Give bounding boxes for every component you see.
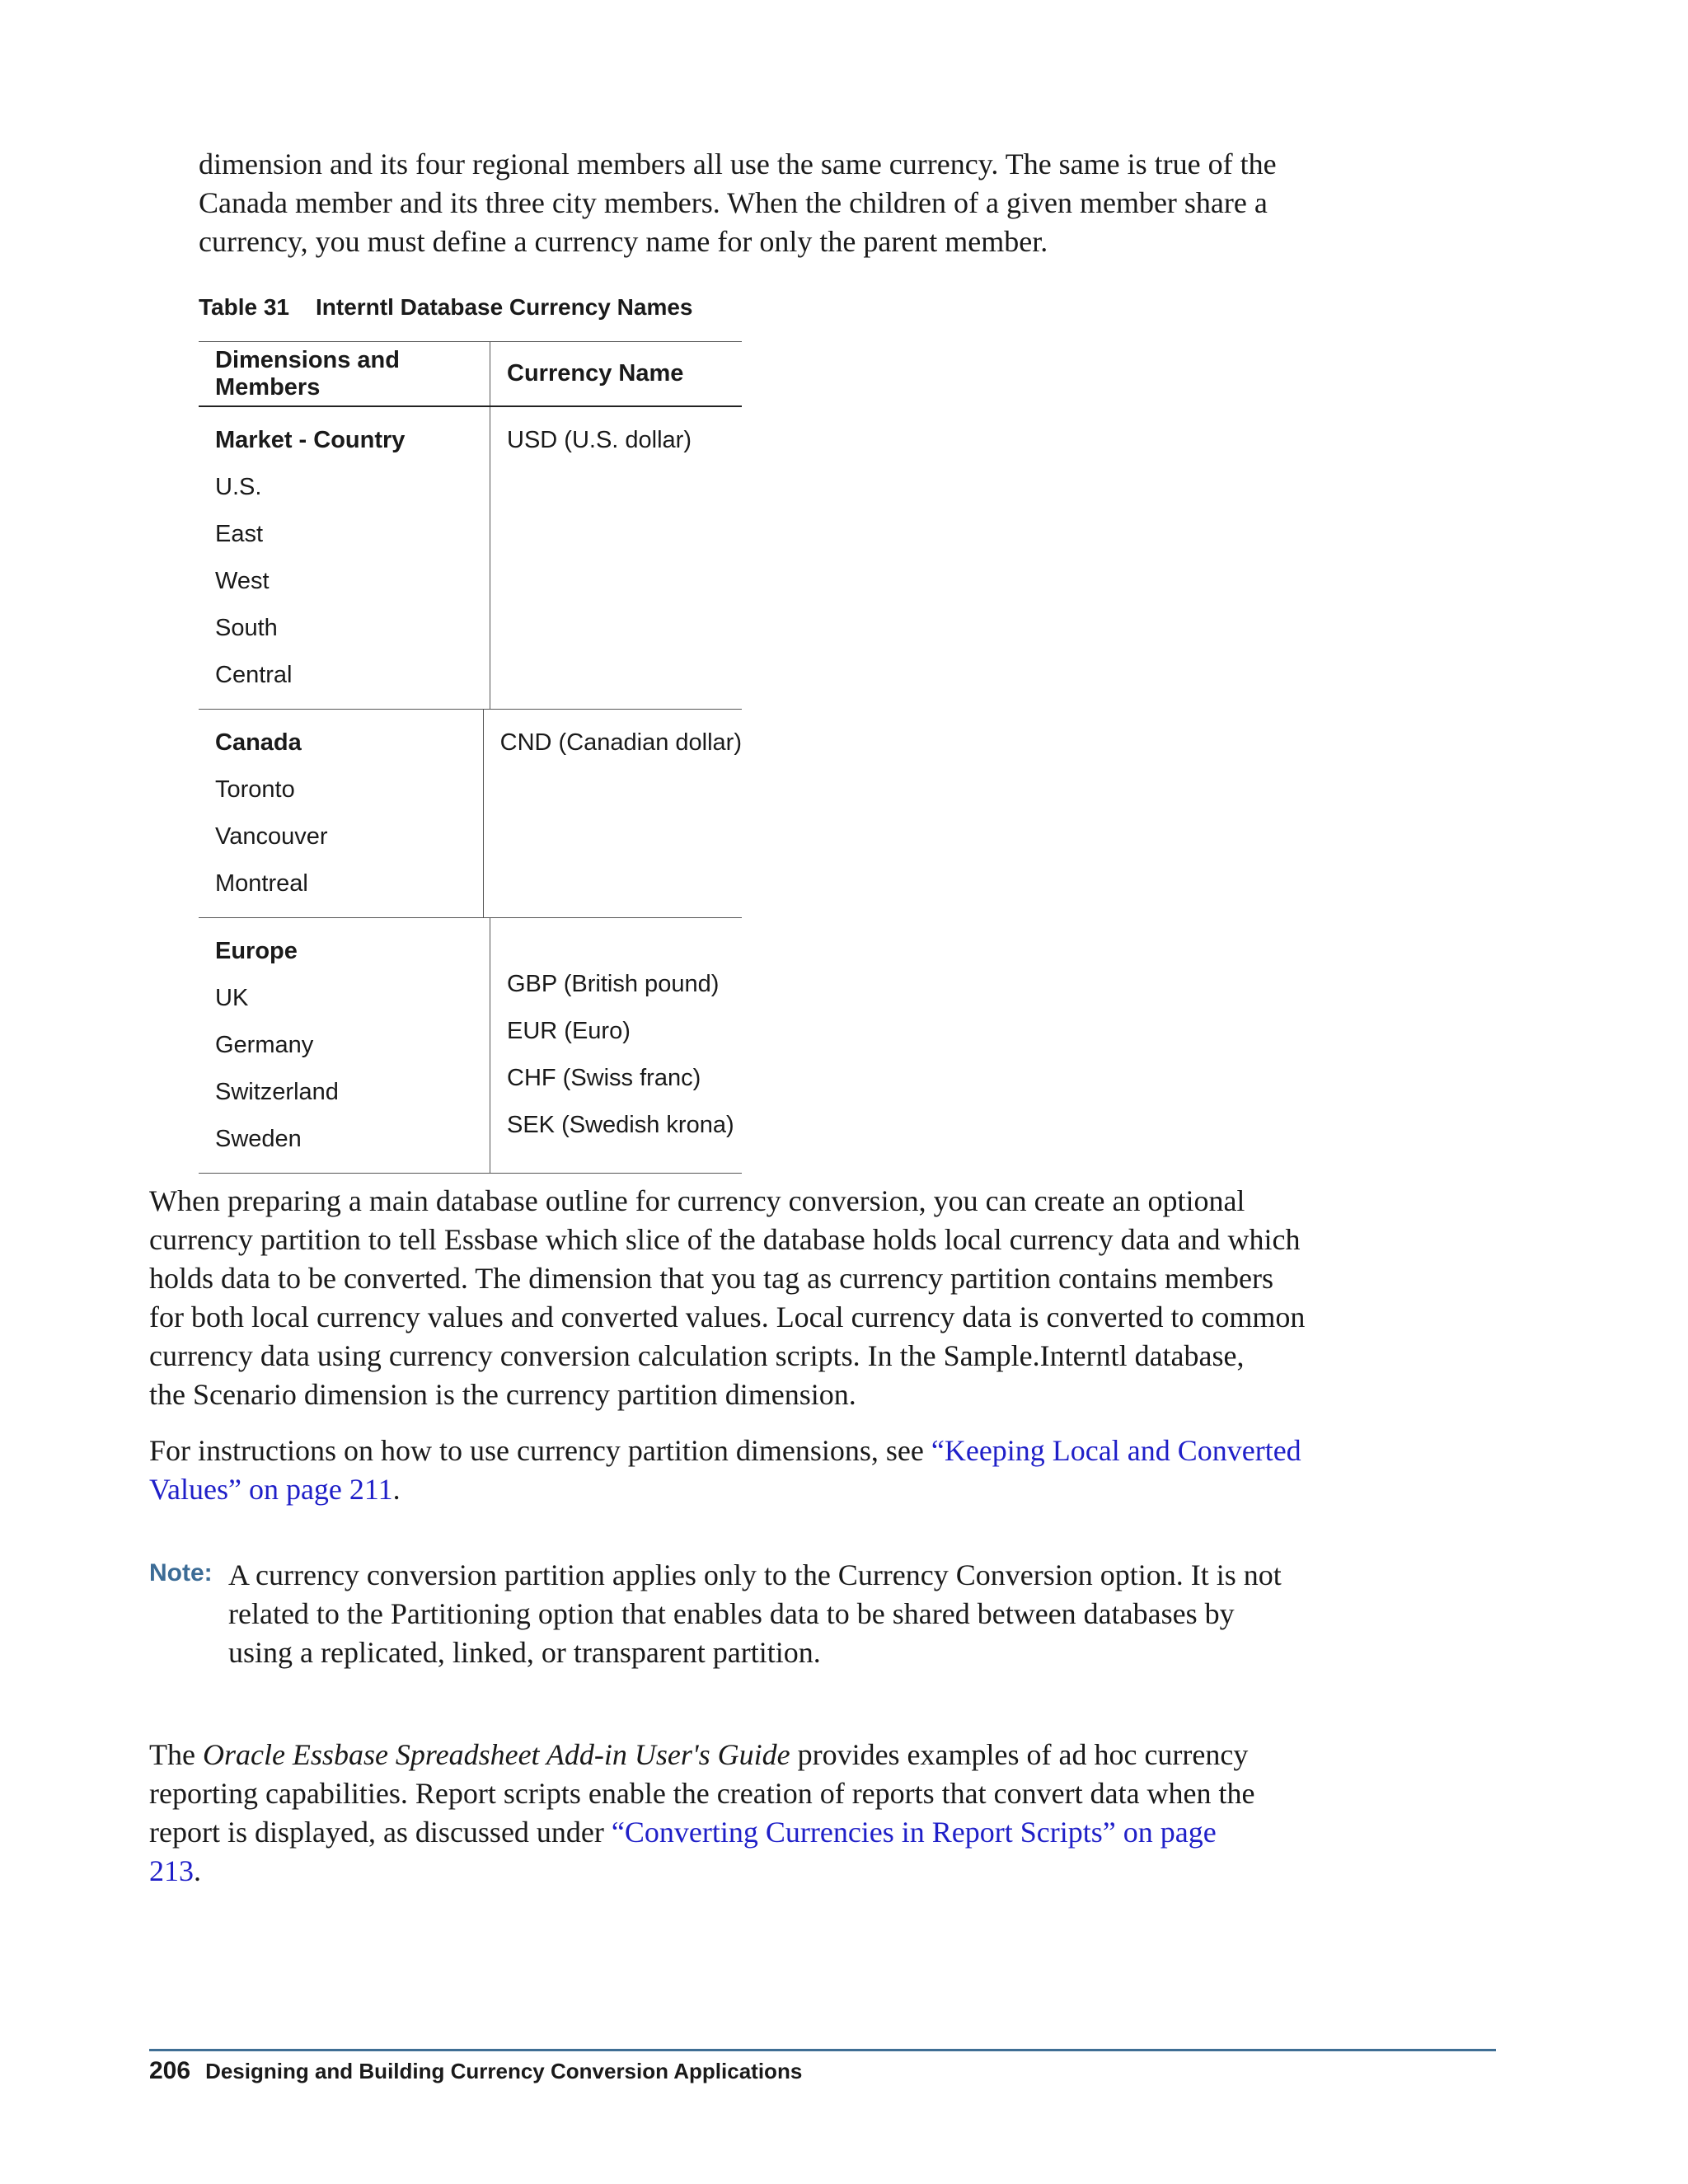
currency-name: CHF (Swiss franc) xyxy=(507,1065,701,1091)
table-header-currency: Currency Name xyxy=(507,360,684,387)
note-text xyxy=(228,1556,1282,1672)
members-cell xyxy=(199,407,490,709)
keeping-local-converted-link[interactable]: “Keeping Local and Converted xyxy=(931,1434,1301,1467)
note-line: A currency conversion partition applies only to the Currency Conversion option. It is not xyxy=(228,1558,1282,1591)
page-number: 206 xyxy=(149,2057,191,2084)
currency-names-table xyxy=(199,341,742,1174)
parent-member: Canada xyxy=(215,729,302,756)
footer-title: Designing and Building Currency Conversion Applications xyxy=(205,2059,803,2083)
note-label: Note: xyxy=(149,1559,213,1586)
member: U.S. xyxy=(215,474,262,500)
member: Sweden xyxy=(215,1126,302,1152)
intro-line: dimension and its four regional members all use the same currency. The same is true of the xyxy=(199,148,1277,180)
paragraph-line xyxy=(149,1470,1301,1509)
paragraph-line: currency data using currency conversion calculation scripts. In the Sample.Interntl database, xyxy=(149,1339,1245,1372)
currency-name: GBP (British pound) xyxy=(507,971,720,997)
members-cell xyxy=(199,918,490,1173)
currency-name: SEK (Swedish krona) xyxy=(507,1112,734,1138)
paragraph-line xyxy=(149,1432,1301,1470)
table-header-row xyxy=(199,341,742,407)
converting-currencies-link[interactable]: “Converting Currencies in Report Scripts” on page xyxy=(611,1816,1217,1849)
note-line: related to the Partitioning option that enables data to be shared between databases by xyxy=(228,1597,1235,1630)
parent-member: Europe xyxy=(215,938,298,964)
paragraph-line xyxy=(149,1736,1255,1774)
currency-cell xyxy=(490,407,742,709)
intro-line: currency, you must define a currency name for only the parent member. xyxy=(199,225,1048,258)
instructions-text: For instructions on how to use currency partition dimensions, see xyxy=(149,1434,931,1467)
table-caption-title: Interntl Database Currency Names xyxy=(315,294,693,320)
paragraph-text: provides examples of ad hoc currency xyxy=(790,1738,1249,1771)
page-footer xyxy=(149,2057,802,2085)
currency-name: EUR (Euro) xyxy=(507,1018,631,1044)
currency-name: USD (U.S. dollar) xyxy=(507,427,692,453)
spreadsheet-addin-paragraph xyxy=(149,1736,1255,1891)
paragraph-line: currency partition to tell Essbase which slice of the database holds local currency data and which xyxy=(149,1223,1301,1256)
paragraph-line: holds data to be converted. The dimension that you tag as currency partition contains members xyxy=(149,1262,1273,1295)
paragraph-line: the Scenario dimension is the currency partition dimension. xyxy=(149,1378,856,1411)
table-caption xyxy=(199,294,693,321)
table-row xyxy=(199,710,742,918)
member: Central xyxy=(215,662,293,688)
member: Vancouver xyxy=(215,823,328,850)
member: UK xyxy=(215,985,249,1011)
instructions-paragraph xyxy=(149,1432,1301,1509)
member: Germany xyxy=(215,1032,314,1058)
paragraph-text: . xyxy=(194,1854,201,1887)
table-row xyxy=(199,918,742,1174)
paragraph-text: The xyxy=(149,1738,203,1771)
guide-title: Oracle Essbase Spreadsheet Add-in User's Guide xyxy=(202,1738,790,1771)
paragraph-line: for both local currency values and converted values. Local currency data is converted to common xyxy=(149,1301,1306,1333)
intro-paragraph xyxy=(199,145,1277,261)
member: East xyxy=(215,521,264,547)
paragraph-line xyxy=(149,1852,1255,1891)
parent-member: Market - Country xyxy=(215,427,406,453)
note-line: using a replicated, linked, or transparent partition. xyxy=(228,1636,821,1669)
member: Switzerland xyxy=(215,1079,339,1105)
table-caption-number: Table 31 xyxy=(199,294,289,320)
intro-line: Canada member and its three city members. When the children of a given member share a xyxy=(199,186,1268,219)
currency-cell xyxy=(490,918,742,1173)
members-cell xyxy=(199,710,484,917)
footer-rule xyxy=(149,2049,1496,2051)
paragraph-line: When preparing a main database outline for currency conversion, you can create an optional xyxy=(149,1184,1245,1217)
table-row xyxy=(199,407,742,710)
paragraph-line xyxy=(149,1813,1255,1852)
member: South xyxy=(215,615,278,641)
table-header-dimensions: Dimensions and Members xyxy=(199,342,490,405)
currency-partition-paragraph xyxy=(149,1182,1305,1414)
member: West xyxy=(215,568,270,594)
paragraph-text: report is displayed, as discussed under xyxy=(149,1816,612,1849)
keeping-local-converted-link-cont[interactable]: Values” on page 211 xyxy=(149,1473,393,1506)
paragraph-line: reporting capabilities. Report scripts enable the creation of reports that convert data when the xyxy=(149,1777,1255,1810)
currency-cell xyxy=(484,710,742,917)
currency-name: CND (Canadian dollar) xyxy=(499,729,742,756)
converting-currencies-link-cont[interactable]: 213 xyxy=(149,1854,194,1887)
instructions-suffix: . xyxy=(392,1473,401,1506)
member: Toronto xyxy=(215,776,295,803)
member: Montreal xyxy=(215,870,308,897)
